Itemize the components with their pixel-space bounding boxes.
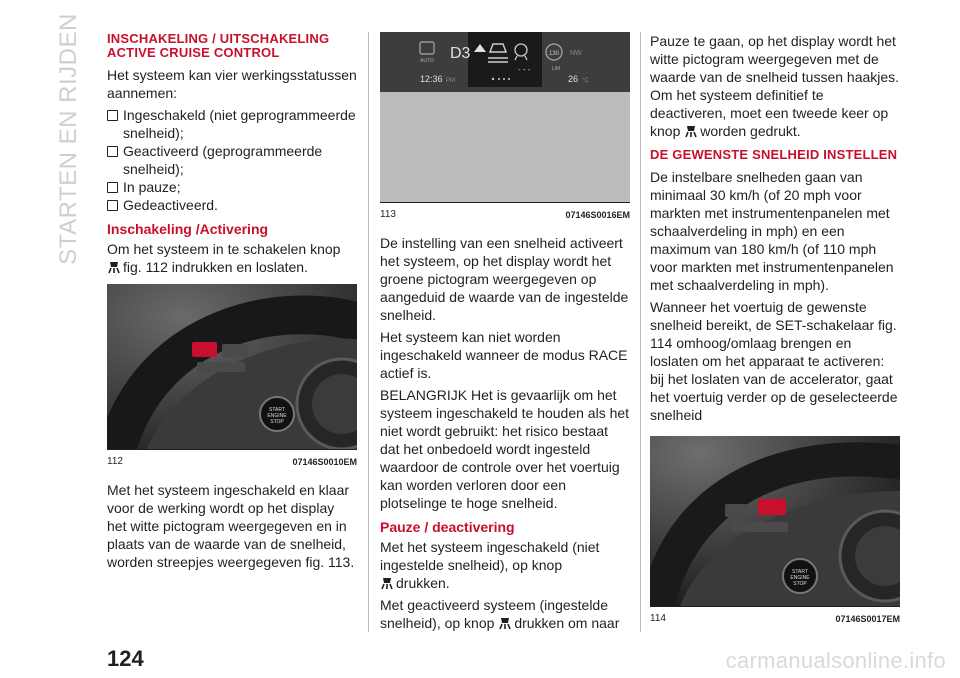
figure-caption xyxy=(380,202,630,224)
column-3 xyxy=(650,32,900,638)
figure-caption xyxy=(107,449,357,471)
speed-limit-value: 130 xyxy=(548,51,560,57)
figure-number: 114 xyxy=(650,613,666,624)
compass-label: NW xyxy=(570,50,582,57)
start-label: START xyxy=(792,569,808,575)
checkbox-bullet-icon xyxy=(107,182,118,193)
list-item: Gedeactiveerd. xyxy=(107,196,357,214)
figure-112-steering-wheel xyxy=(107,284,357,449)
checkbox-bullet-icon xyxy=(107,200,118,211)
column-divider xyxy=(640,32,641,632)
body-text: De instelbare snelheden gaan van minimaal 30 km/h (of 20 mph voor markten met instrumentenpanelen met schaalverdeling in mph) en een maximum van 180 km/h (of 110 mph voor markten met instrumentenpanelen met schaalverdeling in mph). xyxy=(650,169,894,293)
steering-wheel-illustration xyxy=(107,284,357,449)
state-list xyxy=(107,106,357,214)
start-label: START xyxy=(269,407,285,413)
stop-label: STOP xyxy=(793,581,807,587)
column-2 xyxy=(380,32,630,636)
engine-label: ENGINE xyxy=(790,575,810,581)
clock-time: 12:36 xyxy=(420,74,443,84)
cruise-control-icon xyxy=(498,616,512,630)
gear-indicator: D3 xyxy=(450,45,471,62)
warning-text: BELANGRIJK Het is gevaarlijk om het systeem ingeschakeld te houden als het niet wordt gebruikt: het risico bestaat dat het onbedoeld wordt ingesteld waardoor de controle over het voertuig kan worden verloren door een plotselinge te hoge snelheid. xyxy=(380,387,630,511)
column-1 xyxy=(107,32,357,575)
list-item: Ingeschakeld (niet geprogrammeerde snelheid); xyxy=(107,106,357,142)
temperature-unit: °C xyxy=(582,78,589,84)
intro-text: Het systeem kan vier werkingsstatussen aannemen: xyxy=(107,67,357,101)
cruise-control-icon xyxy=(684,124,698,138)
cruise-control-icon xyxy=(107,260,121,274)
body-text: Wanneer het voertuig de gewenste snelheid bereikt, de SET-schakelaar fig. 114 omhoog/omlaag brengen en loslaten om het apparaat te activeren: bij het loslaten van de accelerator, gaat het voertuig verder op de geselecteerde snelheid xyxy=(650,299,898,423)
clock-unit: PM xyxy=(446,78,455,84)
speed-dashes: - - - xyxy=(518,65,531,74)
deactivation-text: Met geactiveerd systeem (ingestelde snelheid), op knop drukken om naar xyxy=(380,597,620,631)
watermark: carmanualsonline.info xyxy=(725,648,946,673)
checkbox-bullet-icon xyxy=(107,110,118,121)
section-side-tab xyxy=(55,13,83,265)
engine-label: ENGINE xyxy=(267,413,287,419)
list-item: In pauze; xyxy=(107,178,357,196)
checkbox-bullet-icon xyxy=(107,146,118,157)
column-divider xyxy=(368,32,369,632)
list-item: Geactiveerd (geprogrammeerde snelheid); xyxy=(107,142,357,178)
section-title: STARTEN EN RIJDEN xyxy=(55,13,83,265)
instrument-display-illustration xyxy=(380,32,630,202)
activation-text: Om het systeem in te schakelen knop fig. 112 indrukken en loslaten. xyxy=(107,241,341,275)
pause-text: Met het systeem ingeschakeld (niet ingestelde snelheid), op knop drukken. xyxy=(380,539,600,591)
figure-caption xyxy=(650,606,900,628)
body-text: Pauze te gaan, op het display wordt het witte pictogram weergegeven met de waarde van de snelheid tussen haakjes. Om het systeem definitief te deactiveren, moet een tweede keer op knop worden gedrukt. xyxy=(650,33,900,139)
figure-113-display xyxy=(380,32,630,202)
subheading-pause: Pauze / deactivering xyxy=(380,519,515,535)
steering-wheel-set-illustration xyxy=(650,436,900,606)
auto-label: AUTO xyxy=(420,58,434,64)
figure-code: 07146S0017EM xyxy=(835,614,900,624)
body-text: Het systeem kan niet worden ingeschakeld wanneer de modus RACE actief is. xyxy=(380,329,628,381)
page-number: 124 xyxy=(107,646,144,671)
figure-number: 113 xyxy=(380,209,396,220)
subheading-activation: Inschakeling /Activering xyxy=(107,221,269,237)
body-text: De instelling van een snelheid activeert het systeem, op het display wordt het groene pictogram weergegeven op aangeduid de waarde van de ingestelde snelheid. xyxy=(380,235,629,323)
lim-label: LIM xyxy=(551,66,561,72)
stop-label: STOP xyxy=(270,419,284,425)
body-text: Met het systeem ingeschakeld en klaar voor de werking wordt op het display het witte pictogram weergegeven en in plaats van de waarde van de snelheid, worden streepjes weergegeven fig. 113. xyxy=(107,482,355,570)
figure-code: 07146S0010EM xyxy=(292,457,357,467)
figure-114-steering-wheel xyxy=(650,436,900,606)
cruise-control-icon xyxy=(380,576,394,590)
section-heading: INSCHAKELING / UITSCHAKELING ACTIVE CRUISE CONTROL xyxy=(107,31,330,60)
figure-number: 112 xyxy=(107,456,123,467)
temperature-value: 26 xyxy=(568,74,579,84)
section-heading: DE GEWENSTE SNELHEID INSTELLEN xyxy=(650,147,898,162)
figure-code: 07146S0016EM xyxy=(565,210,630,220)
